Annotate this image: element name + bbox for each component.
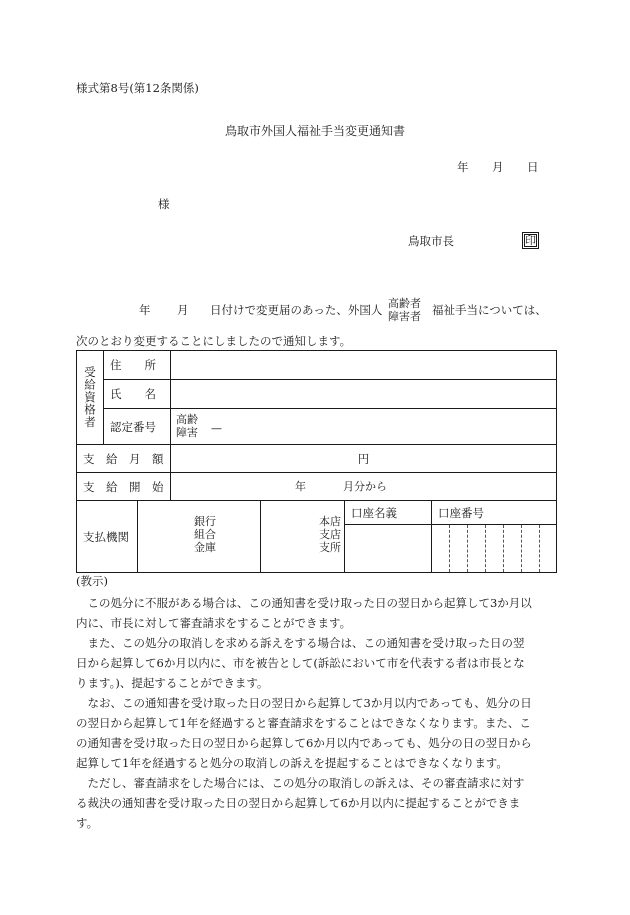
intro-benefit-text: 福祉手当については、 [432, 303, 547, 317]
payment-start-label: 支 給 開 始 [77, 473, 171, 501]
option-disabled: 障害者 [388, 310, 421, 323]
issuer-name: 鳥取市長 [408, 234, 454, 248]
date-month: 月 [492, 160, 504, 174]
account-number-label: 口座番号 [432, 501, 557, 525]
recipient-honorific: 様 [158, 197, 170, 211]
bank-type-cell [138, 501, 261, 573]
branch-type-cell [261, 501, 345, 573]
instruction-paragraph-2: また、この処分の取消しを求める訴えをする場合は、この通知書を受け取った日の翌 日から起算して6か月以内に、市を被告として(訴訟において市を代表する者は市長とな ります。)、提起することができます。 [76, 636, 525, 690]
date-year: 年 [457, 160, 469, 174]
cert-dash: — [211, 422, 222, 435]
info-table [76, 350, 557, 573]
cert-disabled: 障害 [176, 426, 198, 439]
form-number: 様式第8号(第12条関係) [76, 81, 199, 95]
intro-dated-text: 日付けで変更届のあった、外国人 [210, 303, 383, 317]
date-day: 日 [527, 160, 539, 174]
start-year: 年 [295, 480, 306, 493]
monthly-amount-value [171, 445, 557, 473]
intro-year: 年 [139, 303, 151, 317]
union-label: 組合 [194, 528, 216, 541]
instruction-paragraph-3: なお、この通知書を受け取った日の翌日から起算して3か月以内であっても、処分の日 の翌日から起算して1年を経過すると審査請求をすることはできなくなります。また、こ の通知書を受け取った日の翌日から起算して6か月以内であっても、処分の日の翌日から 起算して1年を経過すると処分の取消しの訴えを提起することはできなくなります。 [76, 696, 532, 770]
address-label: 住 所 [104, 351, 171, 380]
address-value [171, 351, 557, 380]
seal-stamp: 印 [522, 232, 539, 249]
intro-month: 月 [177, 303, 189, 317]
cert-number-value [171, 409, 557, 445]
bank-label: 銀行 [194, 515, 216, 528]
intro-category-options [388, 297, 421, 323]
payment-start-value [171, 473, 557, 501]
name-label: 氏 名 [104, 380, 171, 409]
instructions-heading: (教示) [76, 574, 108, 588]
cert-number-label: 認定番号 [104, 409, 171, 445]
document-title: 鳥取市外国人福祉手当変更通知書 [224, 124, 405, 138]
account-number-value [432, 525, 557, 573]
branch-office-label: 支店 [319, 528, 341, 541]
instruction-paragraph-1: この処分に不服がある場合は、この通知書を受け取った日の翌日から起算して3か月以 内に、市長に対して審査請求をすることができます。 [76, 596, 532, 630]
qualified-person-label: 受給資格者 [77, 351, 104, 445]
cert-elderly: 高齢 [176, 413, 198, 426]
account-name-value [345, 525, 432, 573]
yen-unit: 円 [357, 451, 370, 466]
name-value [171, 380, 557, 409]
head-office-label: 本店 [319, 515, 341, 528]
instruction-paragraph-4: ただし、審査請求をした場合には、この処分の取消しの訴えは、その審査請求に対す る裁決の通知書を受け取った日の翌日から起算して6か月以内に提起することができま す。 [76, 776, 525, 830]
account-name-label: 口座名義 [345, 501, 432, 525]
branch-label: 支所 [319, 541, 341, 554]
option-elderly: 高齢者 [388, 297, 421, 310]
intro-line-2: 次のとおり変更することにしましたので通知します。 [76, 334, 352, 348]
payment-institution-label: 支払機関 [77, 501, 138, 573]
vault-label: 金庫 [194, 541, 216, 554]
monthly-amount-label: 支 給 月 額 [77, 445, 171, 473]
start-month: 月分から [343, 480, 387, 493]
